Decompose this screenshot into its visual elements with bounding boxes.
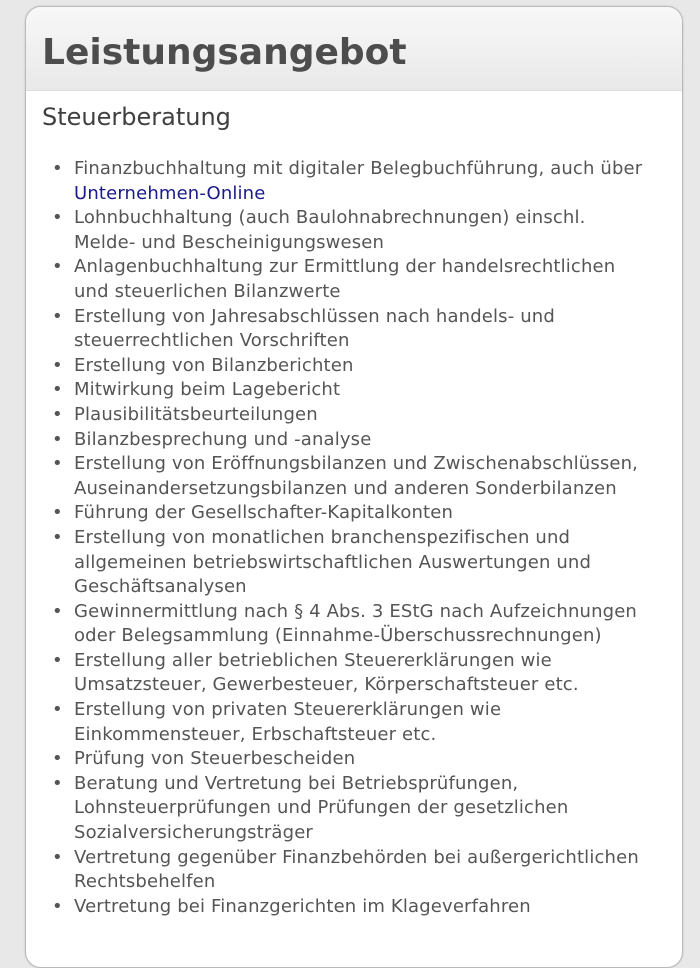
bullet: • <box>52 379 63 401</box>
list-item-text: Beratung und Vertretung bei Betriebsprüfungen, Lohnsteuerprüfungen und Prüfungen der gesetzlichen Sozialversicherungsträger <box>74 772 569 844</box>
list-item <box>52 157 652 206</box>
list-item-text: Erstellung aller betrieblichen Steuererklärungen wie Umsatzsteuer, Gewerbesteuer, Körperschaftsteuer etc. <box>74 649 579 696</box>
list-item-text: Plausibilitätsbeurteilungen <box>74 403 318 425</box>
list-item <box>52 378 652 403</box>
list-item-text: Lohnbuchhaltung (auch Baulohnabrechnungen) einschl. Melde- und Bescheinigungswesen <box>74 207 586 253</box>
bullet: • <box>52 256 63 278</box>
list-item <box>52 649 652 698</box>
list-item-text: Erstellung von Jahresabschlüssen nach handels- und steuerrechtlichen Vorschriften <box>74 305 555 352</box>
list-item-text: Erstellung von Bilanzberichten <box>74 354 354 376</box>
bullet: • <box>52 453 63 475</box>
list-item <box>52 747 652 772</box>
list-item-text: Mitwirkung beim Lagebericht <box>74 379 341 401</box>
list-item-text: Erstellung von Eröffnungsbilanzen und Zwischenabschlüssen, Auseinandersetzungsbilanzen und anderen Sonderbilanzen <box>74 453 639 499</box>
list-item-text: Finanzbuchhaltung mit digitaler Belegbuchführung, auch über <box>74 158 643 179</box>
list-item <box>52 354 652 379</box>
list-item <box>52 846 652 895</box>
list-item <box>52 600 652 649</box>
list-item <box>52 305 652 354</box>
page-title: Leistungsangebot <box>42 32 407 73</box>
service-list <box>26 131 682 919</box>
list-item <box>52 772 652 846</box>
list-item <box>52 206 652 255</box>
section-title: Steuerberatung <box>42 103 231 131</box>
list-item-text: Anlagenbuchhaltung zur Ermittlung der handelsrechtlichen und steuerlichen Bilanzwerte <box>74 256 616 302</box>
list-item <box>52 501 652 526</box>
bullet: • <box>52 502 63 524</box>
list-item <box>52 526 652 600</box>
bullet: • <box>52 699 63 721</box>
list-item <box>52 403 652 428</box>
bullet: • <box>52 649 63 671</box>
list-item-text: Bilanzbesprechung und -analyse <box>74 428 372 450</box>
unternehmen-online-link[interactable]: Unternehmen-Online <box>74 182 266 204</box>
list-item <box>52 255 652 304</box>
list-item-text: Vertretung bei Finanzgerichten im Klageverfahren <box>74 895 531 917</box>
bullet: • <box>52 526 63 548</box>
bullet: • <box>52 895 63 917</box>
list-item-text: Vertretung gegenüber Finanzbehörden bei außergerichtlichen Rechtsbehelfen <box>74 846 639 893</box>
bullet: • <box>52 600 63 622</box>
bullet: • <box>52 305 63 327</box>
bullet: • <box>52 403 63 425</box>
list-item <box>52 428 652 453</box>
bullet: • <box>52 428 63 450</box>
list-item-text: Führung der Gesellschafter-Kapitalkonten <box>74 502 454 524</box>
list-item <box>52 452 652 501</box>
list-item-text: Prüfung von Steuerbescheiden <box>74 748 356 770</box>
bullet: • <box>52 158 63 179</box>
bullet: • <box>52 846 63 868</box>
bullet: • <box>52 207 63 229</box>
list-item-text: Gewinnermittlung nach § 4 Abs. 3 EStG nach Aufzeichnungen oder Belegsammlung (Einnahme-Überschussrechnungen) <box>74 600 637 647</box>
list-item-text: Erstellung von monatlichen branchenspezifischen und allgemeinen betriebswirtschaftlichen Auswertungen und Geschäftsanalysen <box>74 526 592 598</box>
card-header <box>26 7 682 91</box>
list-item <box>52 698 652 747</box>
bullet: • <box>52 772 63 794</box>
bullet: • <box>52 748 63 770</box>
list-item <box>52 895 652 920</box>
list-item-text: Erstellung von privaten Steuererklärungen wie Einkommensteuer, Erbschaftsteuer etc. <box>74 699 502 745</box>
bullet: • <box>52 354 63 376</box>
content-card <box>25 6 683 968</box>
